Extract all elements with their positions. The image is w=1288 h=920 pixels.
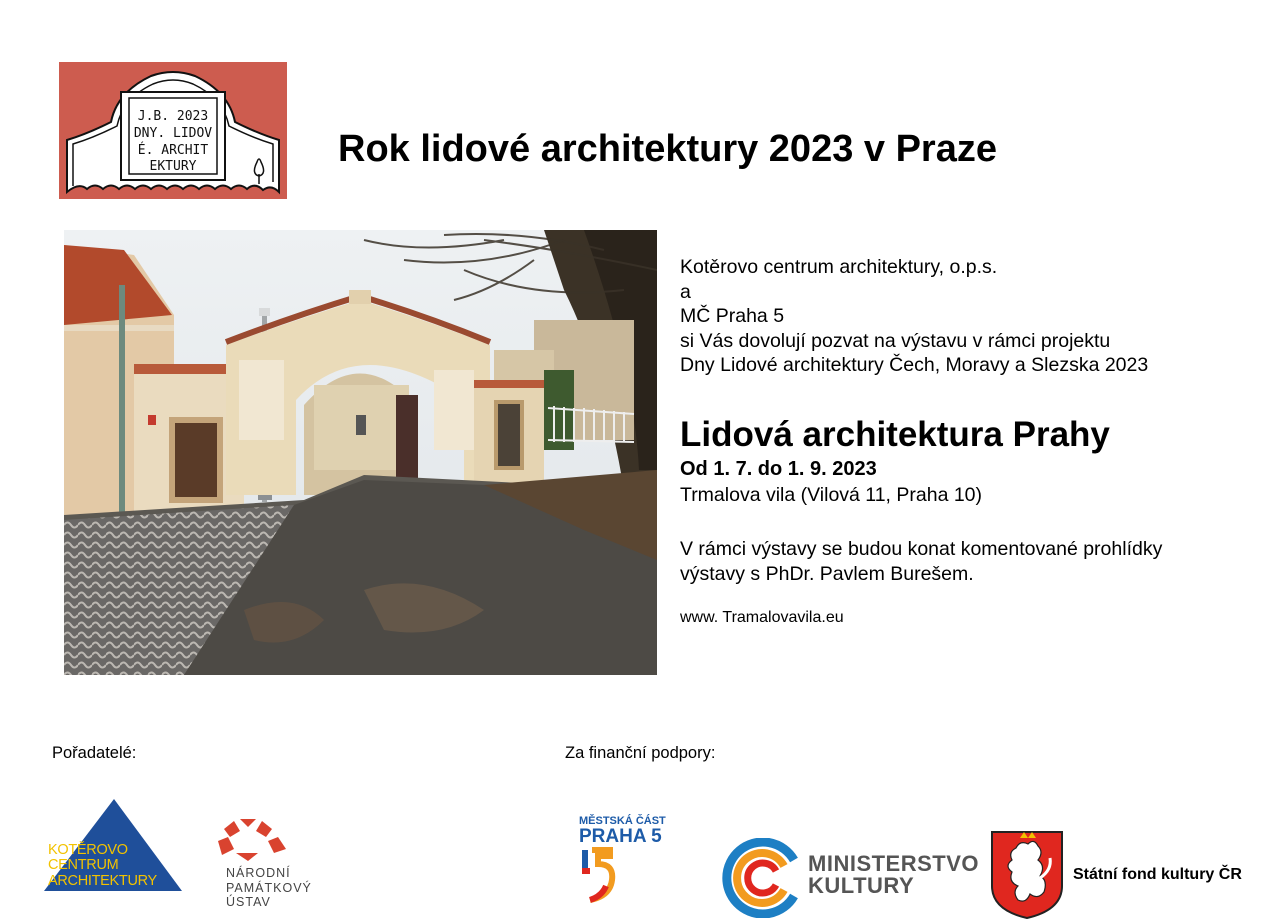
- invite-line: MČ Praha 5: [680, 305, 785, 327]
- npu-line: PAMÁTKOVÝ: [226, 880, 312, 895]
- tours-line: V rámci výstavy se budou konat komentované prohlídky: [680, 538, 1163, 560]
- npu-text: [226, 866, 312, 910]
- invite-line: a: [680, 280, 691, 303]
- tours-text: [680, 537, 1162, 586]
- baroque-gate-photo: [64, 230, 657, 675]
- exhibition-dates: Od 1. 7. do 1. 9. 2023: [680, 458, 877, 480]
- invite-line: si Vás dovolují pozvat na výstavu v rámci projektu: [680, 329, 1111, 352]
- page-title: Rok lidové architektury 2023 v Praze: [338, 128, 997, 170]
- koterovo-centrum-logo: [44, 797, 182, 893]
- statni-fond-kultury-text: Státní fond kultury ČR: [1073, 866, 1242, 883]
- tours-line: výstavy s PhDr. Pavlem Burešem.: [680, 562, 974, 585]
- kca-text-line: ARCHITEKTURY: [48, 873, 157, 889]
- ministerstvo-kultury-icon: [722, 838, 802, 918]
- exhibition-title: Lidová architektura Prahy: [680, 415, 1110, 454]
- mk-line: KULTURY: [808, 873, 915, 898]
- logo-text-line: DNY. LIDOV: [133, 126, 213, 141]
- czech-coat-of-arms-icon: [990, 830, 1064, 920]
- npu-line: ÚSTAV: [226, 895, 271, 909]
- ministerstvo-kultury-text: [808, 853, 979, 897]
- kca-text-line: KOTĚROVO: [48, 842, 128, 858]
- organizers-label: Pořadatelé:: [52, 744, 137, 762]
- kca-text-line: CENTRUM: [48, 857, 119, 873]
- praha5-text-line: PRAHA 5: [579, 826, 662, 847]
- invitation-text: [680, 255, 1148, 378]
- logo-text-line: É. ARCHIT: [137, 143, 209, 158]
- praha5-text-line: MĚSTSKÁ ČÁST: [579, 815, 666, 827]
- logo-text-line: EKTURY: [149, 159, 197, 174]
- npu-line: NÁRODNÍ: [226, 866, 291, 880]
- invite-line: Kotěrovo centrum architektury, o.p.s.: [680, 256, 998, 278]
- invite-line: Dny Lidové architektury Čech, Moravy a Slezska 2023: [680, 354, 1149, 376]
- folk-architecture-gable-logo: [59, 62, 287, 199]
- mk-line: MINISTERSTVO: [808, 851, 980, 876]
- logo-text-line: J.B. 2023: [137, 109, 209, 124]
- website-link[interactable]: www. Tramalovavila.eu: [680, 609, 844, 626]
- praha-5-logo: [576, 810, 676, 910]
- exhibition-venue: Trmalova vila (Vilová 11, Praha 10): [680, 484, 983, 506]
- sponsors-label: Za finanční podpory:: [565, 744, 716, 762]
